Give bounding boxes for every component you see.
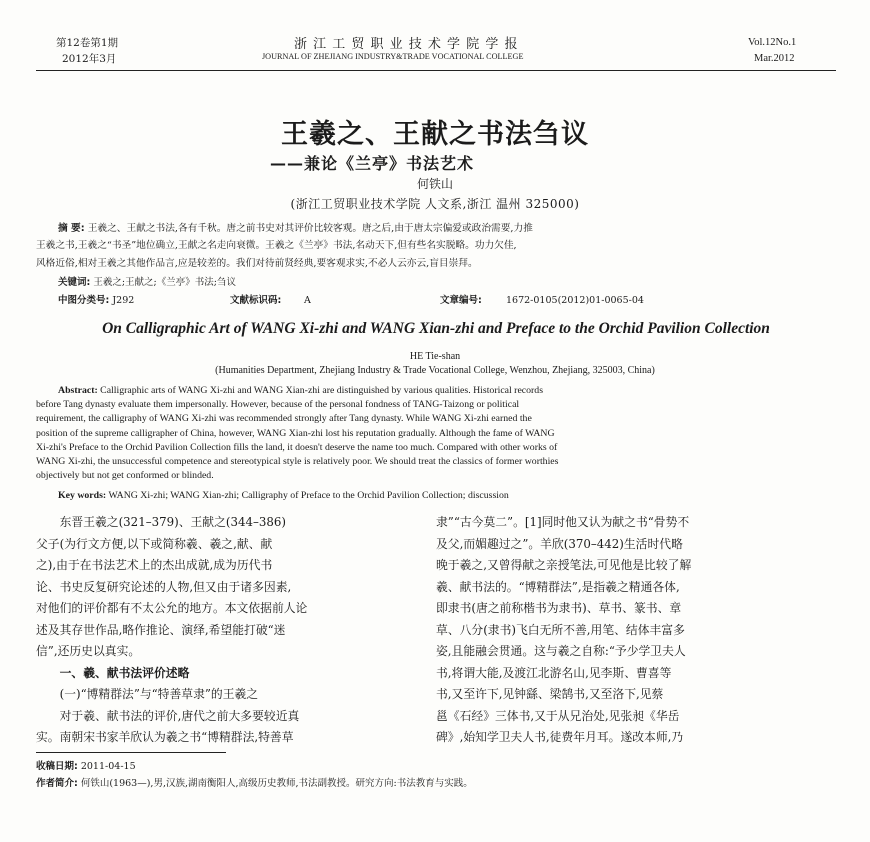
volume-en: Vol.12No.1	[748, 37, 797, 48]
abstract-en-line-2: before Tang dynasty evaluate them impersonally. However, because of the personal fondness of TANG-Taizong or political	[36, 399, 520, 411]
body-line: 书,又至许下,见钟繇、梁鹄书,又至洛下,见蔡	[436, 687, 664, 701]
keywords-cn-text: 王羲之;王献之;《兰亭》书法;刍议	[93, 277, 236, 288]
body-line: 碑》,始知学卫夫人书,徒费年月耳。遂改本师,乃	[436, 730, 684, 744]
abstract-en-line-4: position of the supreme calligrapher of China, however, WANG Xian-zhi lost his reputation gradually. Although the fame of WANG	[36, 427, 555, 439]
abstract-en-line-3: requirement, the calligraphy of WANG Xi-zhi was recommended strongly after Tang dynasty. While WANG Xi-zhi earned the	[36, 413, 532, 425]
body-line: 信”,还历史以真实。	[36, 644, 141, 658]
keywords-en-label: Key words:	[58, 490, 107, 501]
body-line: 隶”“古今莫二”。[1]同时他又认为献之书“骨势不	[436, 515, 690, 529]
article-no-value: 1672-0105(2012)01-0065-04	[506, 295, 644, 306]
body-line: 东晋王羲之(321–379)、王献之(344–386)	[59, 515, 287, 529]
body-line: 姿,且能融会贯通。这与羲之自称:“予少学卫夫人	[436, 644, 686, 658]
article-no-label: 文章编号:	[440, 295, 482, 306]
keywords-en	[58, 490, 509, 501]
body-left-column	[36, 512, 416, 749]
abstract-en-line-1: Calligraphic arts of WANG Xi-zhi and WANG Xian-zhi are distinguished by various qualities. Historical records	[100, 385, 544, 396]
body-line: 晚于羲之,又曾得献之亲授笔法,可见他是比较了解	[436, 558, 692, 572]
section-heading-1: 一、羲、献书法评价述略	[59, 665, 190, 680]
volume-cn: 第12卷第1期	[56, 37, 119, 49]
abstract-en-line-5: Xi-zhi's Preface to the Orchid Pavilion Collection fills the land, it doesn't deserve the name too much. Compared with other works of	[36, 441, 558, 453]
affiliation-en: (Humanities Department, Zhejiang Industry & Trade Vocational College, Wenzhou, Zhejiang, 325003, China)	[215, 365, 655, 376]
body-line: 实。南朝宋书家羊欣认为羲之书“博精群法,特善草	[36, 730, 294, 744]
classification-line	[58, 292, 818, 310]
author-cn: 何铁山	[416, 177, 453, 191]
body-line: 父子(为行文方便,以下或简称羲、羲之,献、献	[36, 536, 273, 551]
author-en: HE Tie-shan	[409, 351, 461, 362]
body-line: 羲、献书法的。“博精群法”,是指羲之精通各体,	[436, 579, 680, 594]
body-line: 书,将谓大能,及渡江北游名山,见李斯、曹喜等	[436, 665, 672, 680]
page-title: 王羲之、王献之书法刍议	[281, 119, 589, 150]
clc-value: J292	[112, 295, 135, 306]
keywords-en-text: WANG Xi-zhi; WANG Xian-zhi; Calligraphy of Preface to the Orchid Pavilion Collection; discussion	[108, 490, 509, 501]
body-line: 论、书史反复研究论述的人物,但又由于诸多因素,	[36, 579, 292, 594]
body-line: 即隶书(唐之前称楷书为隶书)、草书、篆书、章	[436, 601, 682, 615]
body-line: 对于羲、献书法的评价,唐代之前大多要较近真	[59, 708, 300, 723]
abstract-en-line-7: objectively but not get conformed or blinded.	[36, 470, 214, 482]
abstract-cn	[36, 220, 836, 272]
page-subtitle: ——兼论《兰亭》书法艺术	[270, 154, 475, 173]
body-line: 及父,而媚趣过之”。羊欣(370–442)生活时代略	[436, 536, 683, 551]
subsection-heading-1: (一)“博精群法”与“特善草隶”的王羲之	[59, 687, 259, 701]
body-line: 草、八分(隶书)飞白无所不善,用笔、结体丰富多	[436, 622, 685, 637]
body-line: 邕《石经》三体书,又于从兄治处,见张昶《华岳	[436, 708, 680, 723]
abstract-en-line-6: WANG Xi-zhi, the unsuccessful competence and stereotypical style is relatively poor. We should treat the classics of former worthies	[36, 456, 559, 468]
keywords-cn-label: 关键词:	[58, 277, 91, 288]
author-bio	[36, 775, 473, 792]
journal-title-en: JOURNAL OF ZHEJIANG INDUSTRY&TRADE VOCATIONAL COLLEGE	[262, 52, 524, 61]
title-en: On Calligraphic Art of WANG Xi-zhi and WANG Xian-zhi and Preface to the Orchid Pavilion Collection	[102, 320, 770, 337]
body-right-column	[436, 512, 816, 749]
abstract-cn-line-2: 王羲之书,王羲之“书圣”地位确立,王献之名走向衰微。王羲之《兰亭》书法,名动天下,但有些名实脱略。功力欠佳,	[36, 240, 517, 252]
received-date	[36, 758, 136, 775]
date-en: Mar.2012	[754, 53, 795, 64]
author-bio-label: 作者简介:	[36, 778, 78, 789]
abstract-cn-line-1: 王羲之、王献之书法,各有千秋。唐之前书史对其评价比较客观。唐之后,由于唐太宗偏爱或政治需要,力推	[87, 223, 533, 234]
footnote-rule	[36, 752, 226, 753]
abstract-cn-label: 摘 要:	[58, 223, 85, 234]
header-rule	[36, 70, 836, 71]
clc-label: 中图分类号:	[58, 295, 110, 306]
abstract-en-label: Abstract:	[58, 385, 98, 396]
date-cn: 2012年3月	[62, 53, 117, 65]
doc-code-label: 文献标识码:	[230, 295, 282, 306]
received-value: 2011-04-15	[80, 761, 136, 772]
journal-title-cn: 浙 江 工 贸 职 业 技 术 学 院 学 报	[294, 37, 519, 52]
abstract-cn-line-3: 风格近俗,相对王羲之其他作品言,应是较差的。我们对待前贤经典,要客观求实,不必人云亦云,盲目崇拜。	[36, 257, 478, 269]
body-line: 之),由于在书法艺术上的杰出成就,成为历代书	[36, 558, 273, 572]
affiliation-cn: (浙江工贸职业技术学院 人文系,浙江 温州 325000)	[290, 197, 580, 211]
abstract-en	[36, 384, 836, 483]
received-label: 收稿日期:	[36, 761, 78, 772]
body-line: 述及其存世作品,略作推论、演绎,希望能打破“迷	[36, 622, 286, 637]
doc-code-value: A	[304, 295, 311, 306]
keywords-cn	[58, 274, 236, 292]
author-bio-value: 何铁山(1963—),男,汉族,湖南衡阳人,高级历史教师,书法副教授。研究方向:书法教育与实践。	[80, 778, 473, 789]
body-line: 对他们的评价都有不太公允的地方。本文依据前人论	[36, 601, 308, 615]
